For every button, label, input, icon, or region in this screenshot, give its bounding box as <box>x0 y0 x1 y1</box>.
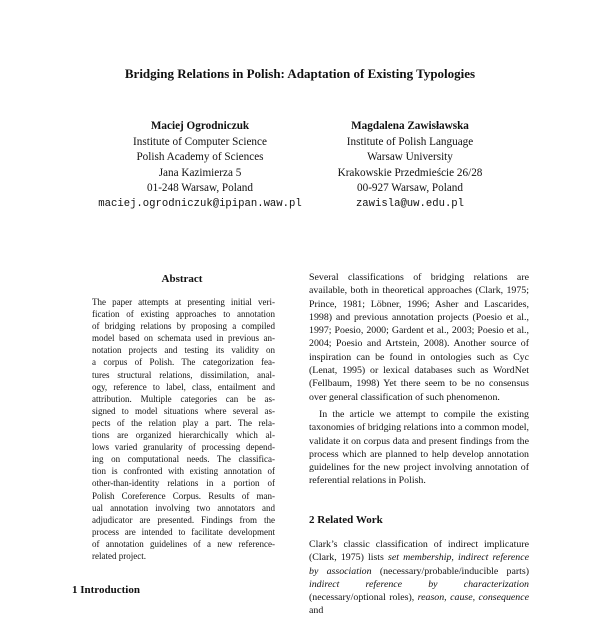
text-run-italic: set membership, indirect reference by association <box>309 552 530 577</box>
abstract-line: of annotation guidelines of a new reference- <box>92 538 275 549</box>
abstract-line: of bridging relations by proposing a compiled <box>92 321 275 332</box>
author-address: 01-248 Warsaw, Poland <box>147 182 253 194</box>
abstract-line: process are intended to facilitate development <box>92 526 275 537</box>
paragraph: In the article we attempt to compile the existing taxonomies of bridging relations into a common model, validate it on corpus data and present findings from the process which are planned to help develop annotation guidelines for the new project involving annotation of referential relations in Polish. <box>309 408 529 487</box>
abstract-line: tures structural relations, dissimilation, anal- <box>92 369 275 380</box>
abstract-line: ogy, reference to label, class, entailment and <box>92 381 275 392</box>
abstract-line: ing on computational needs. The classifica- <box>92 454 275 465</box>
abstract-line: lows varied granularity of processing depend- <box>92 442 275 453</box>
author-email: zawisla@uw.edu.pl <box>355 197 465 210</box>
text-run-italic: reason, cause, consequence <box>417 592 529 604</box>
author-name: Magdalena Zawisławska <box>351 120 469 132</box>
related-work-paragraph <box>309 538 529 618</box>
abstract-line: Polish Coreference Corpus. Results of man- <box>92 490 275 501</box>
paper-title: Bridging Relations in Polish: Adaptation of Existing Typologies <box>124 66 476 81</box>
author-block-2 <box>300 119 520 212</box>
paragraph: Several classifications of bridging relations are available, both in theoretical approaches (Clark, 1975; Prince, 1981; Löbner, 1996; Asher and Lascarides, 1998) and previous annotation projects (Poesio et al., 1997; Poesio, 2000; Gardent et al., 2003; Poesio et al., 2004; Poesio and Artstein, 2008). Another source of inspiration can be found in ontologies such as Cyc (Lenat, 1995) or lexical databases such as WordNet (Fellbaum, 1998) Yet there seem to be no consensus over general classification of such phenomenon. <box>309 272 529 403</box>
abstract-line: signed to model situations where several as- <box>92 405 275 416</box>
abstract-line: The paper attempts at presenting initial veri- <box>92 297 275 307</box>
author-affiliation: Institute of Computer Science <box>133 135 267 148</box>
abstract-line: a corpus of Polish. The categorization fea- <box>92 357 275 368</box>
text-run: (necessary/probable/inducible parts) <box>371 565 529 577</box>
abstract-line: other-than-identity relations in a portion of <box>92 478 275 489</box>
abstract-line: fication of existing approaches to annotation <box>92 309 275 320</box>
section-heading-related-work: 2 Related Work <box>309 514 383 526</box>
abstract-line: tions are organized hierarchically which al- <box>92 430 275 441</box>
abstract-line: related project. <box>92 550 146 561</box>
author-affiliation: Institute of Polish Language <box>346 135 474 148</box>
abstract-line: ual annotation involving two annotators and <box>92 502 275 513</box>
abstract-heading: Abstract <box>161 273 203 285</box>
author-affiliation: Polish Academy of Sciences <box>136 151 264 163</box>
author-address: Krakowskie Przedmieście 26/28 <box>337 166 483 179</box>
text-run-italic: indirect reference by characterization <box>309 578 529 590</box>
text-run: and <box>309 605 324 617</box>
abstract-line: pects of the relation play a part. The rela- <box>92 417 275 428</box>
text-run: (necessary/optional roles), <box>309 592 418 604</box>
author-address: Jana Kazimierza 5 <box>158 166 242 179</box>
author-name: Maciej Ogrodniczuk <box>150 120 250 132</box>
author-address: 00-927 Warsaw, Poland <box>357 182 463 194</box>
section-heading-introduction: 1 Introduction <box>72 584 140 596</box>
abstract-line: notation projects and testing its validity on <box>92 345 275 356</box>
abstract-body <box>92 296 275 562</box>
author-block-1 <box>85 119 315 212</box>
author-email: maciej.ogrodniczuk@ipipan.waw.pl <box>98 197 302 210</box>
text-run: Clark’s classic classification of indirect implicature (Clark, 1975) lists <box>309 539 529 564</box>
abstract-line: tion is confronted with existing annotation of <box>92 466 275 477</box>
introduction-text <box>309 271 529 488</box>
author-affiliation: Warsaw University <box>367 151 453 163</box>
abstract-line: model based on schemata used in previous an- <box>92 333 275 344</box>
abstract-line: attribution. Multiple categories can be as- <box>92 393 275 404</box>
abstract-line: adjudicator are presented. Findings from the <box>92 514 275 525</box>
